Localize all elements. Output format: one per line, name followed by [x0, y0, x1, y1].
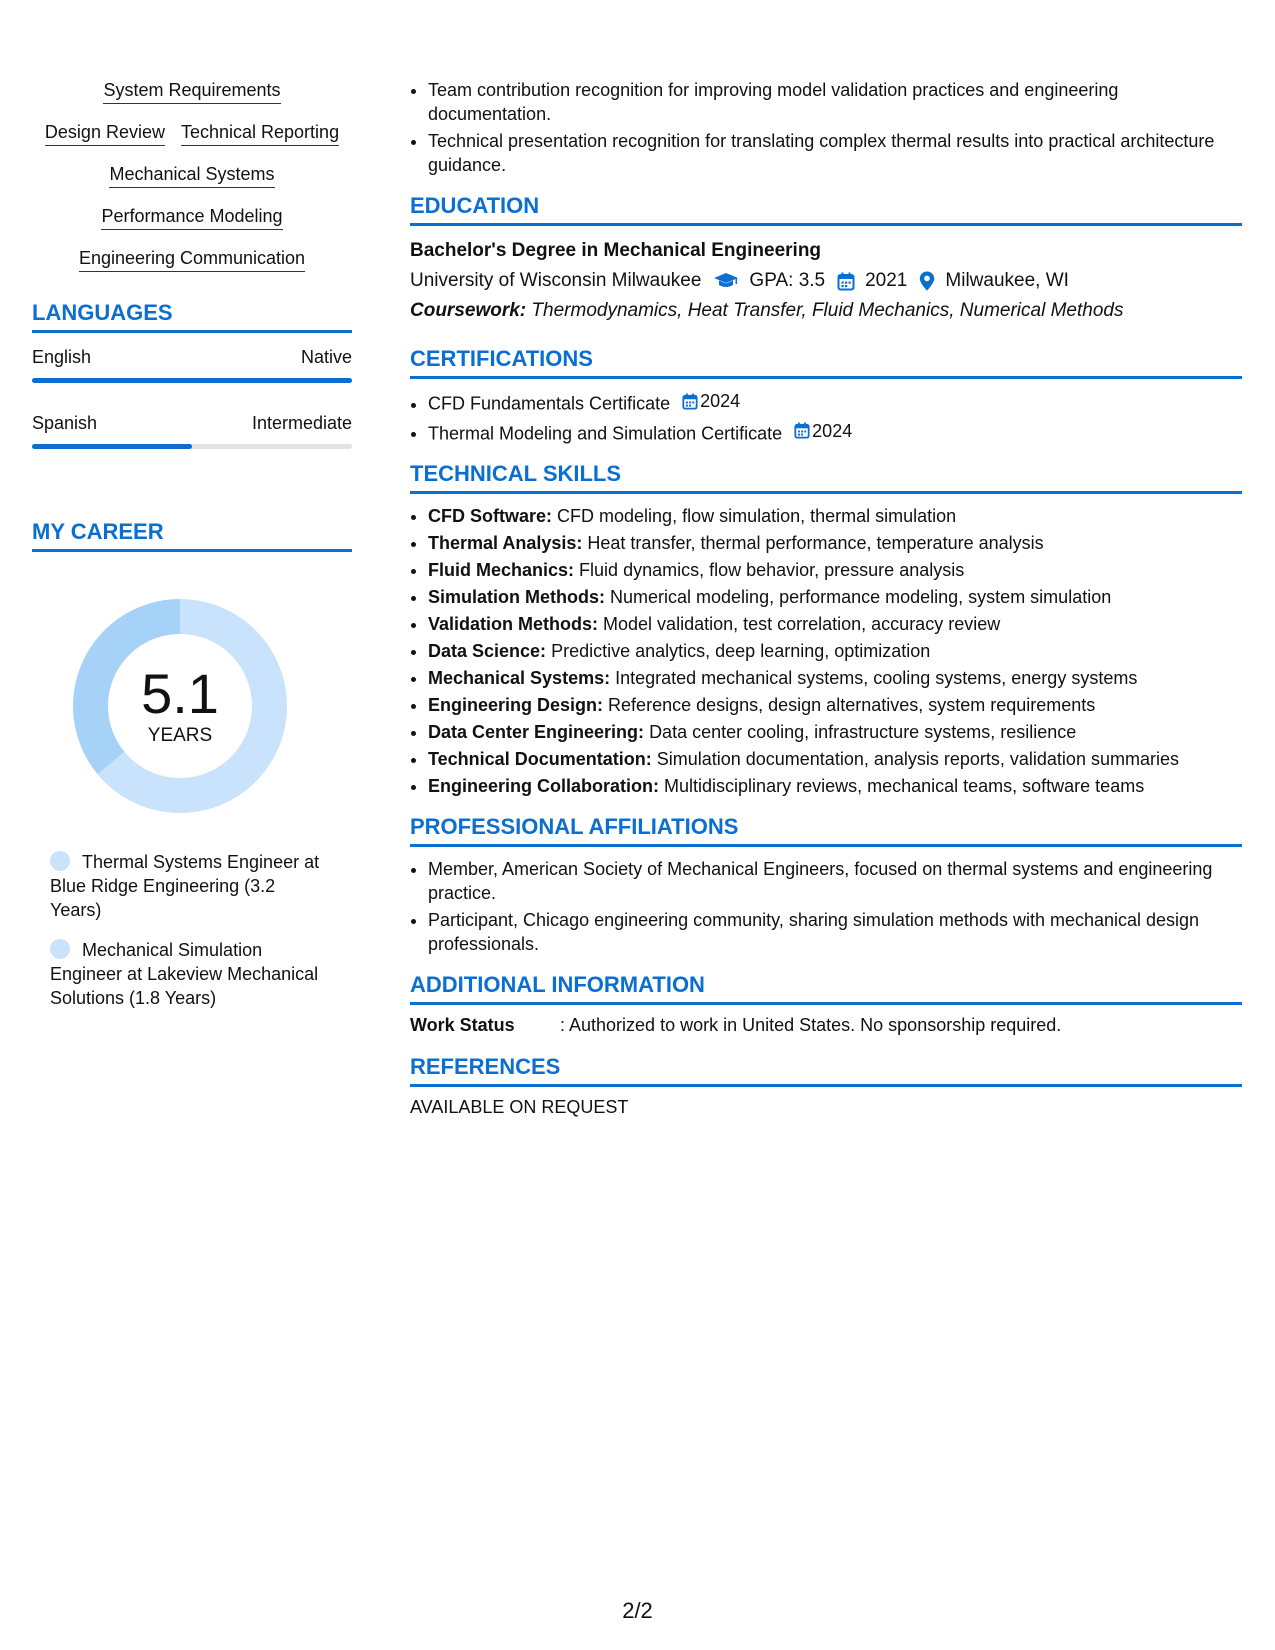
career-section [32, 519, 352, 1010]
skill-values: Data center cooling, infrastructure systems, resilience [649, 722, 1077, 742]
affiliation-item: • Participant, Chicago engineering community, sharing simulation methods with mechanical design professionals. [428, 908, 1242, 956]
skill-category: Validation Methods: [428, 614, 599, 634]
left-column [32, 80, 352, 1026]
technical-skills-list [410, 504, 1242, 798]
education-details [410, 270, 1242, 292]
school-location: Milwaukee, WI [945, 270, 1069, 291]
affiliations-section [410, 814, 1242, 956]
donut-center [66, 592, 294, 820]
additional-info-title: ADDITIONAL INFORMATION [410, 972, 1242, 1005]
references-section [410, 1054, 1242, 1118]
skill-values: Multidisciplinary reviews, mechanical teams, software teams [664, 776, 1145, 796]
skill-values: Numerical modeling, performance modeling, system simulation [610, 587, 1112, 607]
certifications-list [410, 389, 1242, 445]
language-level: Intermediate [251, 413, 352, 433]
technical-skill-item [428, 747, 1242, 771]
language-name: English [32, 347, 92, 367]
skill-category: Data Center Engineering: [428, 722, 645, 742]
technical-skill-item [428, 504, 1242, 528]
technical-skills-title: TECHNICAL SKILLS [410, 461, 1242, 494]
skill-values: Simulation documentation, analysis reports, validation summaries [656, 749, 1179, 769]
certification-name: CFD Fundamentals Certificate [428, 393, 671, 414]
gpa: GPA: 3.5 [749, 270, 826, 291]
school-name: University of Wisconsin Milwaukee [410, 270, 702, 291]
language-name: Spanish [32, 413, 98, 433]
education-section [410, 193, 1242, 322]
language-bar [32, 378, 352, 383]
skill-tag: Mechanical Systems [109, 164, 274, 188]
references-title: REFERENCES [410, 1054, 1242, 1087]
career-role-label: Thermal Systems Engineer at Blue Ridge Engineering (3.2 Years) [50, 852, 320, 920]
language-level: Native [300, 347, 352, 367]
skill-values: Heat transfer, thermal performance, temperature analysis [587, 533, 1044, 553]
affiliations-list [410, 857, 1242, 956]
skill-tag: System Requirements [103, 80, 280, 104]
language-item [32, 347, 352, 383]
skill-values: Model validation, test correlation, accuracy review [603, 614, 1001, 634]
location-pin-icon [919, 271, 935, 291]
skill-tag: Technical Reporting [181, 122, 339, 146]
skill-category: Data Science: [428, 641, 547, 661]
career-donut [66, 592, 294, 820]
skill-tag: Performance Modeling [101, 206, 282, 230]
achievement-item: • Technical presentation recognition for translating complex thermal results into practical architecture guidance. [428, 129, 1242, 177]
work-status-label: Work Status [410, 1015, 515, 1035]
languages-title: LANGUAGES [32, 300, 352, 333]
technical-skill-item [428, 774, 1242, 798]
career-legend [50, 850, 330, 1010]
certification-year: 2024 [700, 391, 741, 411]
career-role-label: Mechanical Simulation Engineer at Lakeview Mechanical Solutions (1.8 Years) [50, 940, 319, 1008]
right-column [410, 78, 1242, 1118]
skill-category: Engineering Collaboration: [428, 776, 660, 796]
legend-dot-icon [50, 851, 70, 871]
graduation-year: 2021 [865, 270, 908, 291]
skills-tags [32, 80, 352, 272]
work-status-row [410, 1015, 1242, 1036]
skill-values: CFD modeling, flow simulation, thermal simulation [557, 506, 957, 526]
skill-values: Predictive analytics, deep learning, optimization [551, 641, 931, 661]
language-item [32, 413, 352, 449]
technical-skill-item [428, 639, 1242, 663]
affiliation-item: • Member, American Society of Mechanical Engineers, focused on thermal systems and engineering practice. [428, 857, 1242, 905]
calendar-icon [837, 272, 855, 291]
technical-skill-item [428, 585, 1242, 609]
technical-skill-item [428, 666, 1242, 690]
work-status-value: : Authorized to work in United States. No sponsorship required. [560, 1015, 1062, 1035]
certification-item [428, 389, 1242, 416]
technical-skills-section [410, 461, 1242, 798]
language-bar [32, 444, 352, 449]
technical-skill-item [428, 531, 1242, 555]
career-legend-item [50, 938, 330, 1010]
affiliations-title: PROFESSIONAL AFFILIATIONS [410, 814, 1242, 847]
technical-skill-item [428, 558, 1242, 582]
skill-category: Engineering Design: [428, 695, 604, 715]
certifications-title: CERTIFICATIONS [410, 346, 1242, 379]
skill-category: Technical Documentation: [428, 749, 652, 769]
calendar-icon [682, 393, 698, 410]
certification-year: 2024 [812, 420, 853, 441]
achievement-item: • Team contribution recognition for improving model validation practices and engineering documentation. [428, 78, 1242, 126]
coursework [410, 300, 1242, 322]
education-title: EDUCATION [410, 193, 1242, 226]
certification-name: Thermal Modeling and Simulation Certificate [428, 423, 783, 443]
technical-skill-item [428, 720, 1242, 744]
certification-item [428, 419, 1242, 446]
technical-skill-item [428, 693, 1242, 717]
certifications-section [410, 346, 1242, 445]
skill-category: Fluid Mechanics: [428, 560, 575, 580]
skill-category: Thermal Analysis: [428, 533, 583, 553]
skill-tag: Design Review [45, 122, 165, 146]
page-number: 2/2 [622, 1598, 653, 1623]
languages-section [32, 300, 352, 449]
skill-values: Integrated mechanical systems, cooling systems, energy systems [615, 668, 1138, 688]
coursework-list: Thermodynamics, Heat Transfer, Fluid Mechanics, Numerical Methods [531, 300, 1124, 321]
coursework-label: Coursework: [410, 300, 527, 321]
technical-skill-item [428, 612, 1242, 636]
skill-category: CFD Software: [428, 506, 553, 526]
graduation-cap-icon [713, 272, 739, 290]
skill-category: Simulation Methods: [428, 587, 605, 607]
language-bar-fill [32, 378, 352, 383]
skill-tag: Engineering Communication [79, 248, 305, 272]
career-total-years: 5.1 [141, 662, 219, 725]
calendar-icon [794, 422, 810, 439]
additional-info-section [410, 972, 1242, 1036]
career-title: MY CAREER [32, 519, 352, 552]
legend-dot-icon [50, 939, 70, 959]
achievements-list [410, 78, 1242, 177]
language-bar-fill [32, 444, 192, 449]
skill-category: Mechanical Systems: [428, 668, 611, 688]
degree-title: Bachelor's Degree in Mechanical Engineering [410, 240, 822, 261]
skill-values: Reference designs, design alternatives, system requirements [608, 695, 1096, 715]
career-total-unit: YEARS [147, 725, 213, 746]
skill-values: Fluid dynamics, flow behavior, pressure analysis [579, 560, 965, 580]
references-text: AVAILABLE ON REQUEST [410, 1097, 629, 1117]
career-legend-item [50, 850, 330, 922]
